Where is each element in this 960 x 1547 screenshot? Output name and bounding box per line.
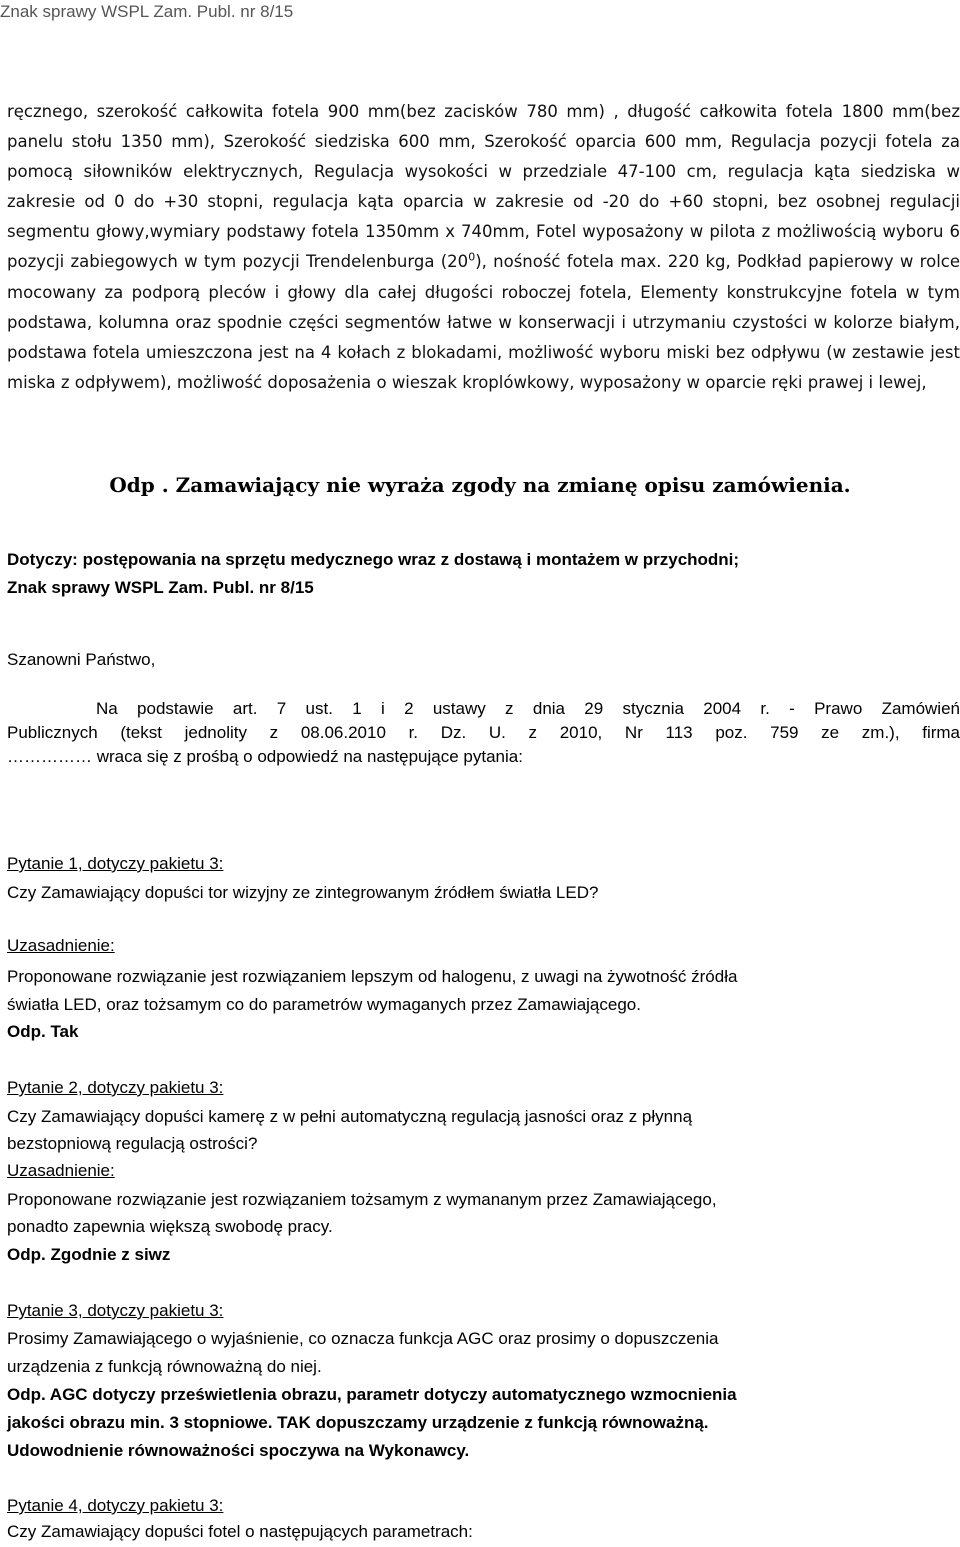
question-2-line-1: Czy Zamawiający dopuści kamerę z w pełni automatyczną regulacją jasności oraz z płynną [7,1107,693,1126]
question-3-answer-line-1: Odp. AGC dotyczy prześwietlenia obrazu, parametr dotyczy automatycznego wzmocnienia [7,1385,737,1404]
question-1-text: Czy Zamawiający dopuści tor wizyjny ze zintegrowanym źródłem światła LED? [7,883,599,902]
spec-text-part2: ), nośność fotela max. 220 kg, Podkład papierowy w rolce mocowany za podporą pleców i głowy dla całej długości roboczej fotela, Elementy konstrukcyjne fotela w tym podstawa, kolumna oraz spodnie części segmentów łatwe w konserwacji i utrzymaniu czystości w kolorze białym, podstawa fotela umieszczona jest na 4 kołach z blokadami, możliwość wyboru miski bez odpływu (w zestawie jest miska z odpływem), możliwość doposażenia o wieszak kroplówkowy, wyposażony w oparcie ręki prawej i lewej, [7,252,960,392]
question-1-justification-line-2: światła LED, oraz tożsamym co do parametrów wymaganych przez Zamawiającego. [7,995,641,1014]
question-1-justification-line-1: Proponowane rozwiązanie jest rozwiązaniem lepszym od halogenu, z uwagi na żywotność źródła [7,967,738,986]
question-2-justification-line-1: Proponowane rozwiązanie jest rozwiązaniem tożsamym z wymananym przez Zamawiającego, [7,1190,717,1209]
spec-text-part1: ręcznego, szerokość całkowita fotela 900 mm(bez zacisków 780 mm) , długość całkowita fotela 1800 mm(bez panelu stołu 1350 mm), Szerokość siedziska 600 mm, Szerokość oparcia 600 mm, Regulacja pozycji fotela za pomocą siłowników elektrycznych, Regulacja wysokości w przedziale 47-100 cm, regulacja kąta siedziska w zakresie od 0 do +30 stopni, regulacja kąta oparcia w zakresie od -20 do +60 stopni, bez osobnej regulacji segmentu głowy,wymiary podstawy fotela 1350mm x 740mm, Fotel wyposażony w pilota z możliwością wyboru 6 pozycji zabiegowych w tym pozycji Trendelenburga (20 [7,102,960,272]
question-3-title: Pytanie 3, dotyczy pakietu 3: [7,1301,224,1320]
question-3-line-2: urządzenia z funkcją równoważną do niej. [7,1357,322,1376]
main-answer: Odp . Zamawiający nie wyraża zgody na zmianę opisu zamówienia. [109,473,851,497]
spec-paragraph [7,97,960,398]
intro-line-3: …………… wraca się z prośbą o odpowiedź na następujące pytania: [7,747,523,766]
intro-line-2: Publicznych (tekst jednolity z 08.06.2010 r. Dz. U. z 2010, Nr 113 poz. 759 ze zm.), firma [7,723,960,742]
question-2-title: Pytanie 2, dotyczy pakietu 3: [7,1078,224,1097]
question-3-line-1: Prosimy Zamawiającego o wyjaśnienie, co oznacza funkcja AGC oraz prosimy o dopuszczenia [7,1329,719,1348]
question-4-text: Czy Zamawiający dopuści fotel o następujących parametrach: [7,1522,473,1541]
question-4-title: Pytanie 4, dotyczy pakietu 3: [7,1496,224,1515]
degree-superscript: 0 [468,250,476,264]
dotyczy-line-1: Dotyczy: postępowania na sprzętu medycznego wraz z dostawą i montażem w przychodni; [7,550,740,569]
question-3-answer-line-3: Udowodnienie równoważności spoczywa na Wykonawcy. [7,1441,470,1460]
intro-line-1: Na podstawie art. 7 ust. 1 i 2 ustawy z dnia 29 stycznia 2004 r. - Prawo Zamówień [96,699,960,718]
question-2-line-2: bezstopniową regulacją ostrości? [7,1134,258,1153]
page-header: Znak sprawy WSPL Zam. Publ. nr 8/15 [0,2,294,21]
dotyczy-line-2: Znak sprawy WSPL Zam. Publ. nr 8/15 [7,578,314,597]
question-1-justification-label: Uzasadnienie: [7,936,115,955]
question-2-justification-label: Uzasadnienie: [7,1161,115,1180]
question-2-answer: Odp. Zgodnie z siwz [7,1245,171,1264]
question-2-justification-line-2: ponadto zapewnia większą swobodę pracy. [7,1217,333,1236]
question-3-answer-line-2: jakości obrazu min. 3 stopniowe. TAK dopuszczamy urządzenie z funkcją równoważną. [7,1413,709,1432]
greeting: Szanowni Państwo, [7,650,156,669]
question-1-answer: Odp. Tak [7,1022,79,1041]
question-1-title: Pytanie 1, dotyczy pakietu 3: [7,854,224,873]
